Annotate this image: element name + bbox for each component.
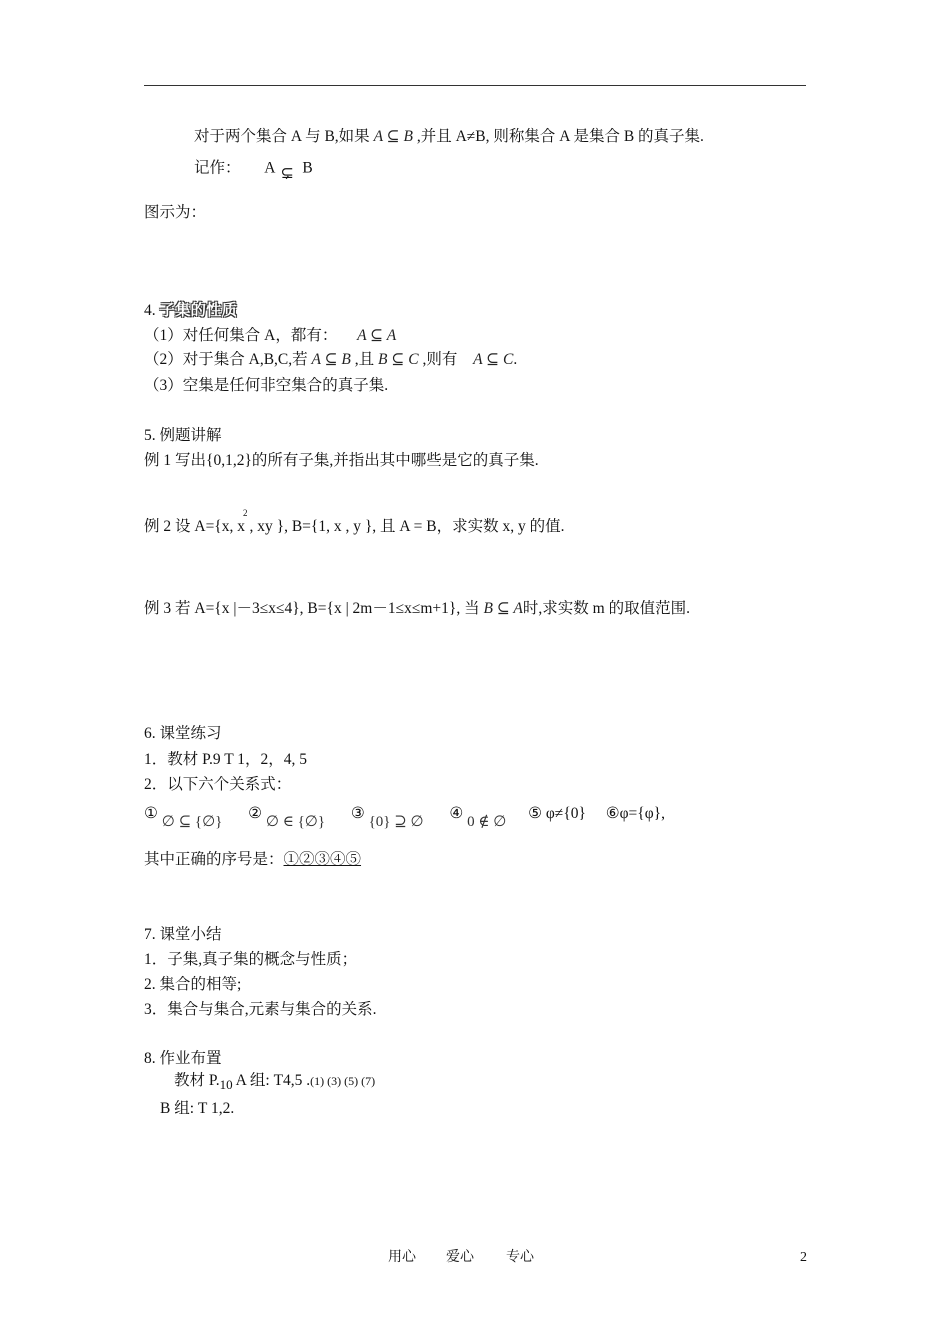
summary-item-1: 1．子集,真子集的概念与性质； — [144, 951, 358, 968]
page-number-10: 10 — [219, 1077, 233, 1092]
notation-a: A — [264, 159, 275, 177]
math-b-subset-a: B ⊆ A — [483, 600, 523, 617]
footer-motto-2: 爱心 — [446, 1250, 474, 1265]
homework-line-1: 教材 $P._{10}$ A 组: T4,5 .(1) (3) (5) (7) — [174, 1072, 376, 1092]
math-a-subset-c: A ⊆ C — [473, 351, 514, 368]
section-4-title: 子集的性质 — [159, 302, 238, 319]
answer-value: ①②③④⑤ — [283, 851, 362, 868]
definition-text: 对于两个集合 A 与 B,如果 — [194, 128, 370, 145]
section-5-heading: 5. 例题讲解 — [144, 427, 222, 444]
homework-items: (1) (3) (5) (7) — [310, 1074, 376, 1088]
notation-label: 记作： — [194, 159, 241, 177]
math-a-subset-b: A ⊆ B — [311, 351, 351, 368]
notation-line — [194, 158, 313, 180]
property-1: （1）对任何集合 A，都有： A ⊆ A — [144, 327, 397, 344]
superscript-2: 2 — [243, 508, 248, 518]
footer-motto-3: 专心 — [506, 1250, 534, 1265]
definition-text-cont: ,并且 A≠B, 则称集合 A 是集合 B 的真子集. — [416, 128, 704, 145]
proper-subset-definition — [194, 127, 704, 147]
math-b-subset-c: B ⊆ C — [378, 351, 419, 368]
relations-row — [144, 804, 665, 830]
example-3: 例 3 若 A={x |－3≤x≤4}, B={x | 2m－1≤x≤m+1}, 当 B ⊆ A时,求实数 m 的取值范围. — [144, 600, 690, 617]
property-3: （3）空集是任何非空集合的真子集. — [144, 377, 389, 394]
math-a-subset-b: A ⊆ B — [373, 128, 413, 145]
relation-3: {0} ⊇ ∅ — [368, 814, 424, 830]
section-7-heading: 7. 课堂小结 — [144, 926, 222, 943]
section-6-heading: 6. 课堂练习 — [144, 725, 222, 742]
relation-6: ⑥φ={φ}, — [605, 805, 665, 822]
relation-5: ⑤ φ≠{0} — [528, 805, 586, 822]
section-8-heading: 8. 作业布置 — [144, 1050, 222, 1067]
section-4-heading: 4. 子集的性质 — [144, 302, 238, 319]
footer-motto-1: 用心 — [388, 1250, 416, 1265]
header-rule — [144, 85, 806, 86]
answer-line: 其中正确的序号是：①②③④⑤ — [144, 851, 362, 868]
relation-1: ∅ ⊆ {∅} — [161, 814, 223, 830]
circled-1: ① — [144, 805, 158, 822]
relation-4: 0 ∉ ∅ — [467, 814, 507, 830]
example-2: 例 2 设 A={x, $x^2$, xy }, B={1, x , y }, 且 A = B，求实数 x, y 的值. — [144, 508, 565, 535]
relation-2: ∅ ∈ {∅} — [265, 814, 326, 830]
diagram-label: 图示为： — [144, 204, 207, 221]
circled-3: ③ — [350, 805, 365, 822]
example-1: 例 1 写出{0,1,2}的所有子集,并指出其中哪些是它的真子集. — [144, 452, 539, 469]
practice-item-1: 1．教材 P.9 T 1，2，4, 5 — [144, 751, 308, 768]
page-number: 2 — [800, 1250, 807, 1265]
practice-item-2: 2．以下六个关系式： — [144, 776, 292, 793]
math-a-subset-a: A ⊆ A — [357, 327, 397, 344]
summary-item-2: 2. 集合的相等; — [144, 976, 242, 993]
proper-subset-symbol: ⊊ — [280, 165, 294, 182]
circled-4: ④ — [449, 805, 464, 822]
property-2: （2）对于集合 A,B,C,若 A ⊆ B ,且 B ⊆ C ,则有 A ⊆ C. — [144, 351, 518, 368]
homework-line-2: B 组: T 1,2. — [160, 1100, 235, 1117]
summary-item-3: 3．集合与集合,元素与集合的关系. — [144, 1001, 377, 1018]
circled-2: ② — [248, 805, 263, 822]
notation-b: B — [302, 159, 313, 177]
